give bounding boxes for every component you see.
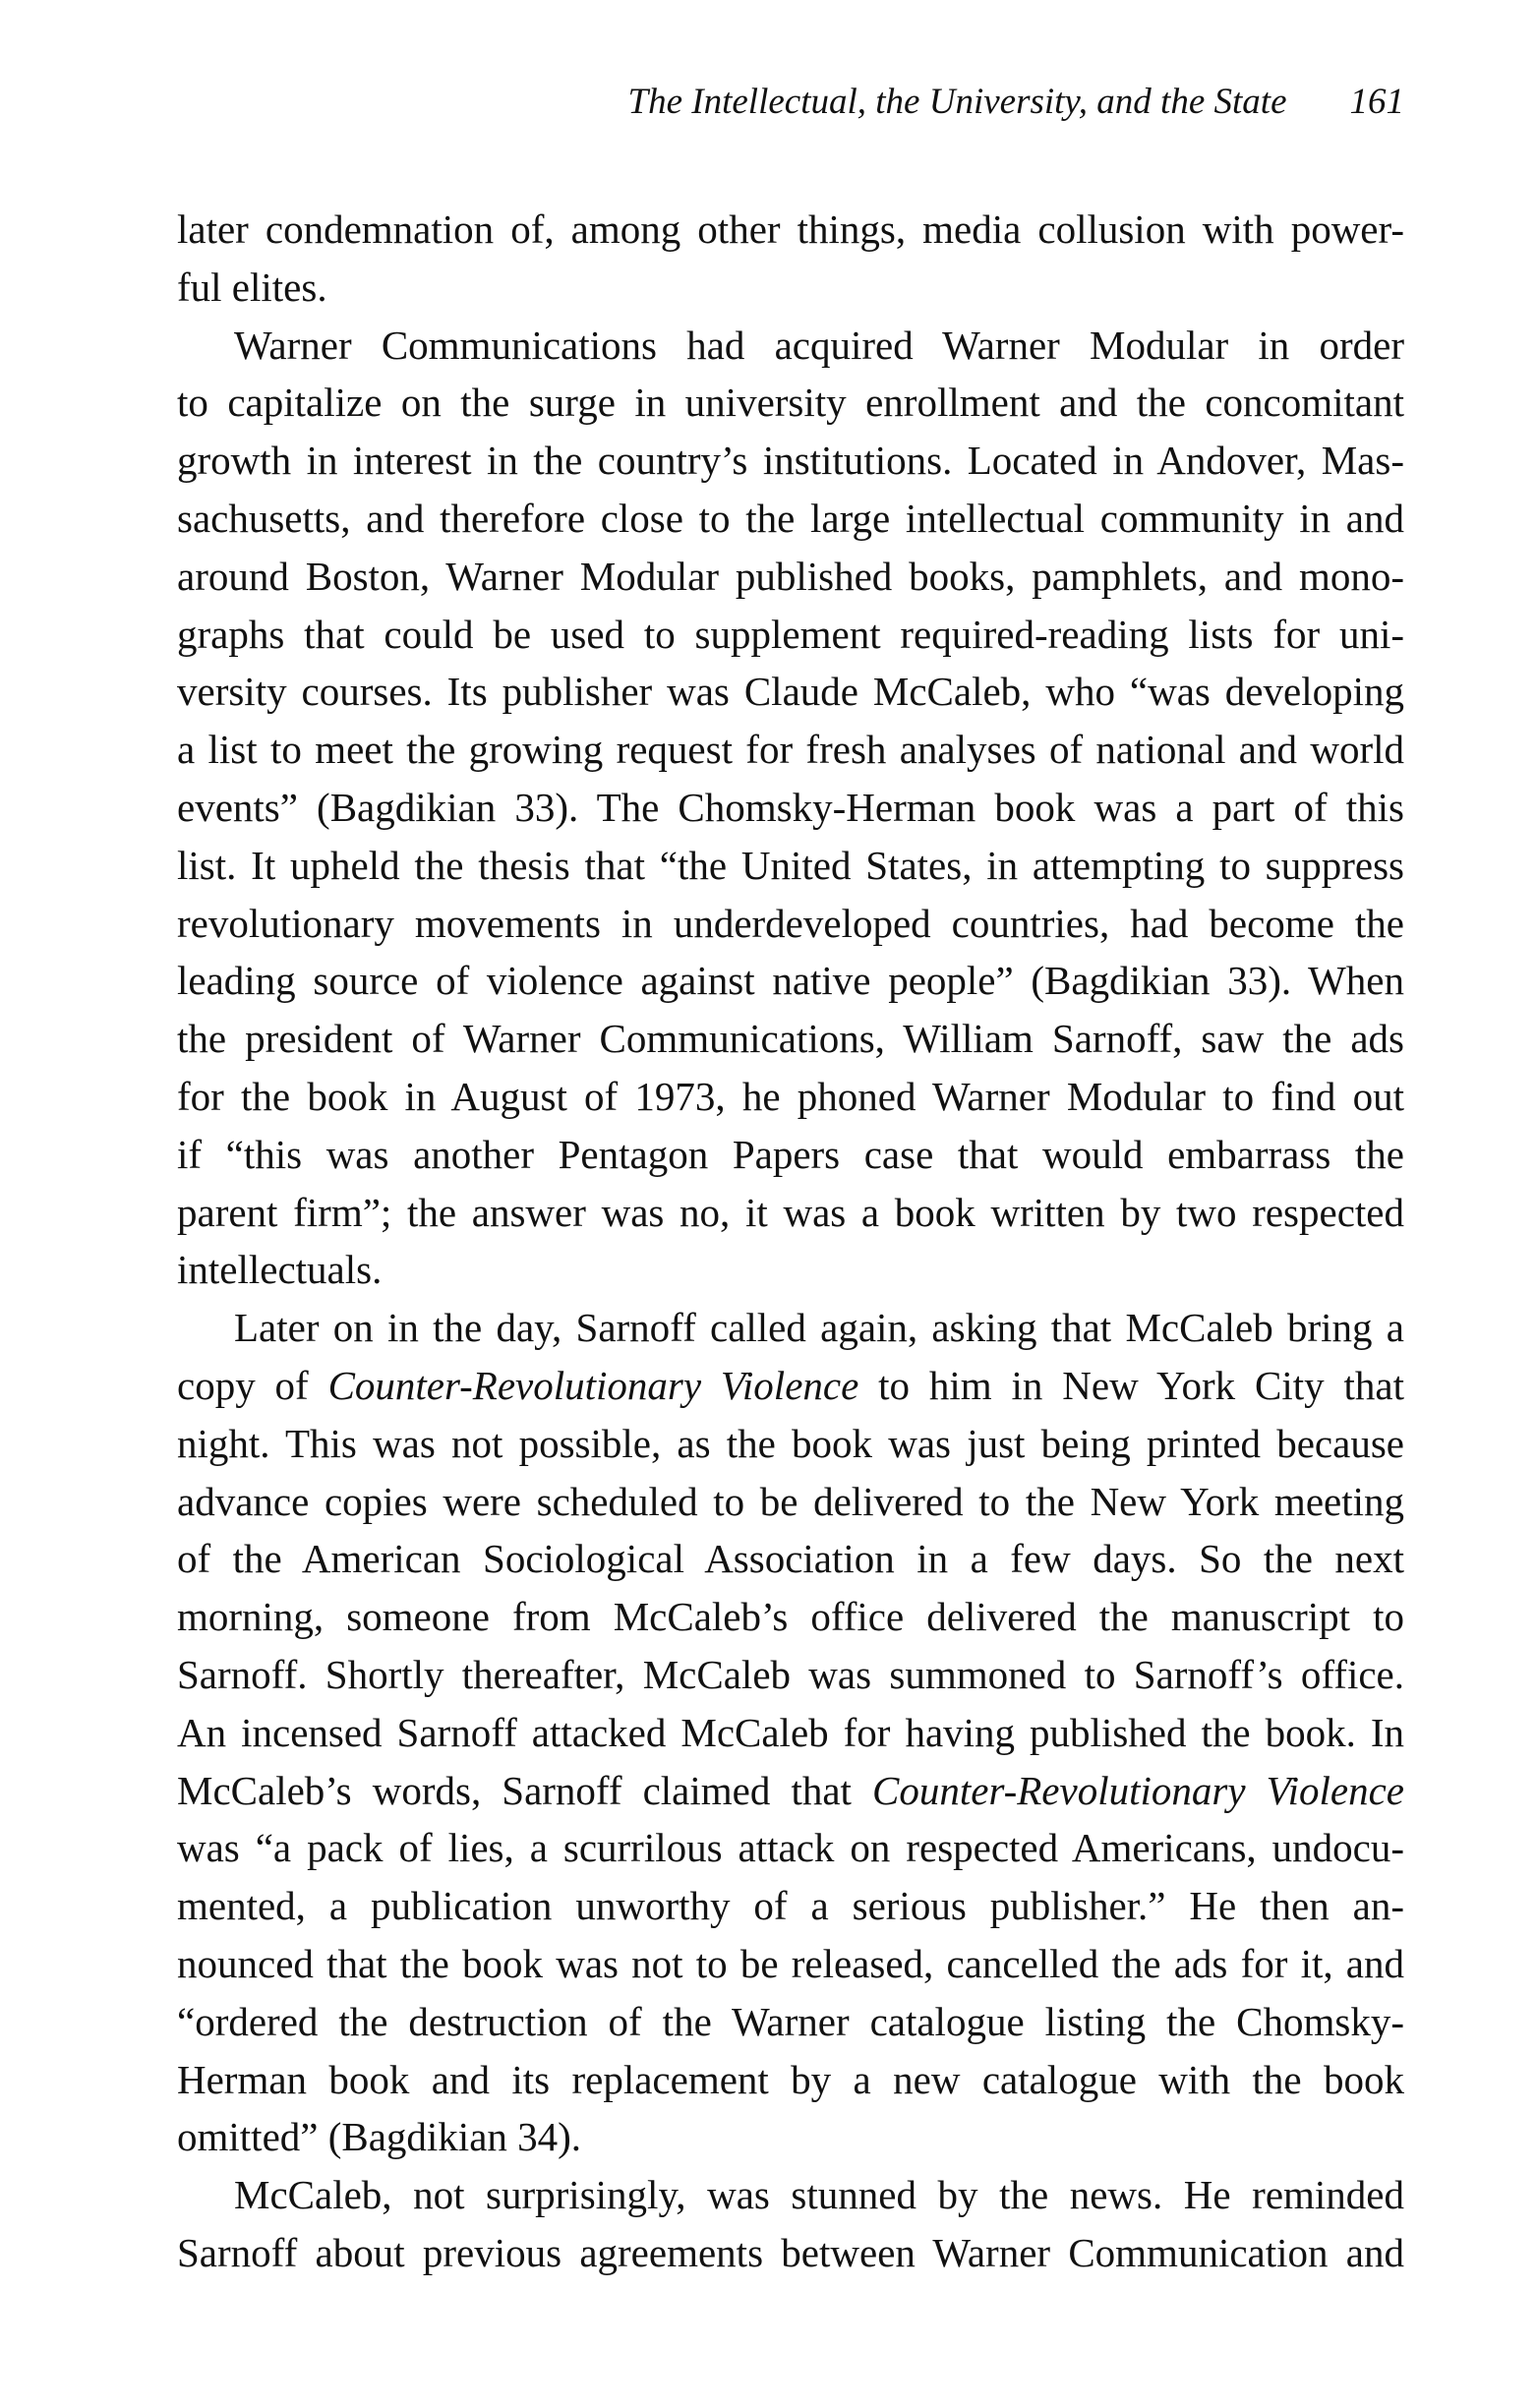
- book-title: Counter-Revolutionary Violence: [872, 1767, 1404, 1813]
- paragraph: [177, 2166, 1404, 2282]
- text-line: was “a pack of lies, a scurrilous attack on respected Americans, undocu-: [177, 1825, 1404, 1871]
- text-line: night. This was not possible, as the book was just being printed because: [177, 1420, 1404, 1466]
- text-line: of the American Sociological Association in a few days. So the next: [177, 1536, 1404, 1582]
- text-line: Sarnoff. Shortly thereafter, McCaleb was summoned to Sarnoff’s office.: [177, 1651, 1404, 1697]
- text-line: growth in interest in the country’s institutions. Located in Andover, Mas-: [177, 438, 1404, 484]
- running-title: The Intellectual, the University, and the State: [627, 82, 1287, 122]
- text-segment: to him in New York City that: [858, 1362, 1404, 1408]
- text-line: a list to meet the growing request for fresh analyses of national and world: [177, 727, 1404, 773]
- text-line: around Boston, Warner Modular published books, pamphlets, and mono-: [177, 553, 1404, 599]
- text-line: the president of Warner Communications, William Sarnoff, saw the ads: [177, 1016, 1404, 1062]
- text-line: omitted” (Bagdikian 34).: [177, 2114, 582, 2160]
- text-line: revolutionary movements in underdeveloped countries, had become the: [177, 900, 1404, 946]
- text-line: [177, 1357, 1404, 1415]
- text-line: if “this was another Pentagon Papers case that would embarrass the: [177, 1131, 1404, 1177]
- text-line: sachusetts, and therefore close to the large intellectual community in and: [177, 495, 1404, 541]
- text-line: Warner Communications had acquired Warner Modular in order: [234, 322, 1404, 368]
- text-line: Sarnoff about previous agreements between Warner Communication and: [177, 2229, 1404, 2275]
- paragraph: [177, 317, 1404, 1300]
- running-head: [177, 79, 1404, 126]
- text-line: Later on in the day, Sarnoff called again, asking that McCaleb bring a: [234, 1305, 1404, 1351]
- text-line: ful elites.: [177, 264, 327, 310]
- text-line: “ordered the destruction of the Warner catalogue listing the Chomsky-: [177, 1998, 1404, 2044]
- text-line: graphs that could be used to supplement required-reading lists for uni-: [177, 611, 1404, 657]
- text-segment: McCaleb’s words, Sarnoff claimed that: [177, 1767, 873, 1813]
- text-line: later condemnation of, among other things, media collusion with power-: [177, 206, 1404, 252]
- paragraph: [177, 1299, 1404, 2166]
- text-line: mented, a publication unworthy of a serious publisher.” He then an-: [177, 1883, 1404, 1929]
- paragraph: [177, 201, 1404, 317]
- text-line: McCaleb, not surprisingly, was stunned by the news. He reminded: [234, 2172, 1404, 2218]
- text-line: events” (Bagdikian 33). The Chomsky-Herman book was a part of this: [177, 784, 1404, 830]
- text-line: advance copies were scheduled to be delivered to the New York meeting: [177, 1478, 1404, 1524]
- text-line: morning, someone from McCaleb’s office delivered the manuscript to: [177, 1594, 1404, 1640]
- text-line: nounced that the book was not to be released, cancelled the ads for it, and: [177, 1940, 1404, 1986]
- text-line: for the book in August of 1973, he phoned Warner Modular to find out: [177, 1073, 1404, 1119]
- text-line: [177, 1762, 1404, 1820]
- text-line: parent firm”; the answer was no, it was a book written by two respected: [177, 1189, 1404, 1235]
- text-segment: copy of: [177, 1362, 328, 1408]
- book-title: Counter-Revolutionary Violence: [327, 1362, 859, 1408]
- text-line: Herman book and its replacement by a new catalogue with the book: [177, 2056, 1404, 2102]
- body-text: [177, 201, 1404, 2282]
- text-line: list. It upheld the thesis that “the United States, in attempting to suppress: [177, 842, 1404, 888]
- text-line: versity courses. Its publisher was Claude McCaleb, who “was developing: [177, 669, 1404, 715]
- text-line: intellectuals.: [177, 1247, 383, 1293]
- page-number: 161: [1349, 82, 1404, 122]
- text-line: leading source of violence against native people” (Bagdikian 33). When: [177, 958, 1404, 1004]
- text-line: to capitalize on the surge in university enrollment and the concomitant: [177, 380, 1404, 426]
- text-line: An incensed Sarnoff attacked McCaleb for having published the book. In: [177, 1709, 1404, 1755]
